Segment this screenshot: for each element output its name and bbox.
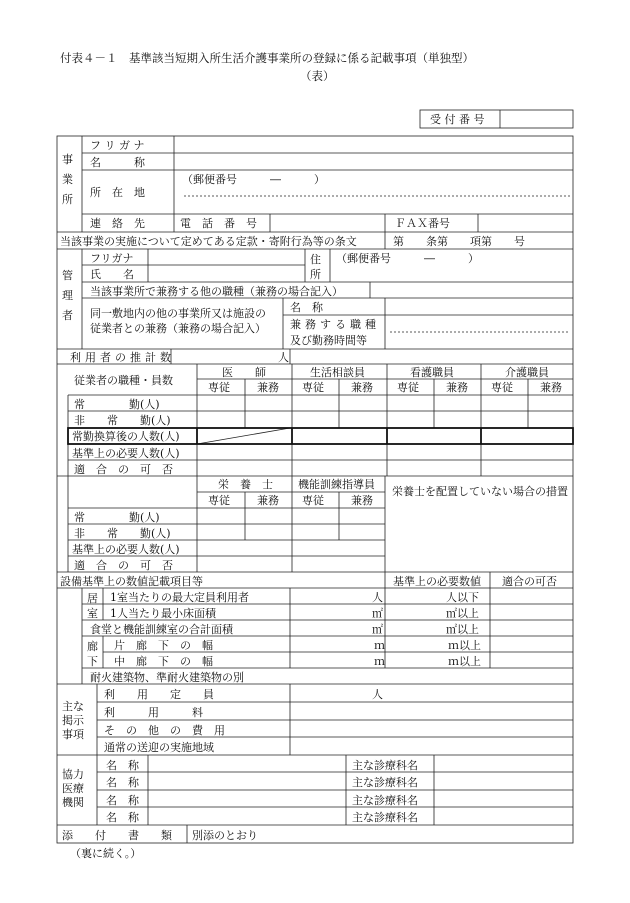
main-items-section-label: 主な掲示事項 <box>62 700 84 741</box>
caregiver-parttime: 兼務 <box>540 381 562 394</box>
staff2-col-trainer: 機能訓練指導員 <box>298 478 375 491</box>
receipt-label: 受 付 番 号 <box>430 113 485 126</box>
medical-dept-4: 主な診療科名 <box>352 811 418 824</box>
facility-conform-header: 適合の可否 <box>502 575 557 588</box>
medical-name-3: 名 称 <box>106 794 139 807</box>
staff2-row-conform: 適 合 の 可 否 <box>74 559 173 572</box>
facility-room-label: 居室 <box>87 592 98 620</box>
staff2-row-parttime: 非 常 勤(人) <box>74 527 171 540</box>
dining-area: 食堂と機能訓練室の合計面積 <box>90 623 233 636</box>
medical-section-label: 協力医療機関 <box>62 768 84 809</box>
facility-required-header: 基準上の必要数値 <box>393 575 481 588</box>
staff-col-caregiver: 介護職員 <box>505 366 549 379</box>
nurse-parttime: 兼務 <box>446 381 468 394</box>
office-furigana-label: フ リ ガ ナ <box>90 139 145 152</box>
staff-row-fulltime: 常 勤(人) <box>74 398 160 411</box>
staff-col-doctor: 医 師 <box>222 366 266 379</box>
staff-row-conform: 適 合 の 可 否 <box>74 463 173 476</box>
room-area-unit: ㎡ <box>372 607 383 620</box>
medical-dept-2: 主な診療科名 <box>352 776 418 789</box>
dining-unit: ㎡ <box>372 623 383 636</box>
medical-dept-3: 主な診療科名 <box>352 794 418 807</box>
hall-single-width: 片 廊 下 の 幅 <box>114 639 213 652</box>
office-address-label: 所 在 地 <box>90 186 145 199</box>
facility-hall-label: 廊下 <box>87 640 98 668</box>
fireproof-label: 耐火建築物、準耐火建築物の別 <box>90 671 244 684</box>
medical-name-4: 名 称 <box>106 811 139 824</box>
manager-job-label-1: 兼務する職種 <box>290 318 380 331</box>
continued-note: （裏に続く。） <box>70 847 142 860</box>
trainer-parttime: 兼務 <box>351 494 373 507</box>
office-section-label: 事業所 <box>62 153 73 206</box>
room-capacity-required: 人以下 <box>446 591 479 604</box>
staff2-row-required: 基準上の必要人数(人) <box>72 543 180 556</box>
manager-section-label: 管理者 <box>62 269 73 322</box>
hall-single-unit: ｍ <box>374 639 385 652</box>
staff-row-fte: 常勤換算後の人数(人) <box>72 430 180 443</box>
medical-name-1: 名 称 <box>106 759 139 772</box>
office-fax-label: ＦＡＸ番号 <box>395 217 450 230</box>
doctor-parttime: 兼務 <box>257 381 279 394</box>
main-item-capacity: 利 用 定 員 <box>104 688 214 701</box>
nutritionist-parttime: 兼務 <box>257 494 279 507</box>
staff-row-parttime: 非 常 勤(人) <box>74 414 171 427</box>
room-max-capacity: 1室当たりの最大定員利用者 <box>110 591 249 604</box>
manager-other-facility-label-1: 同一敷地内の他の事業所又は施設の <box>90 307 266 320</box>
office-postal-code: （郵便番号 ― ） <box>182 173 325 186</box>
users-count-unit: 人 <box>278 351 289 364</box>
staff2-row-fulltime: 常 勤(人) <box>74 511 160 524</box>
office-name-label: 名 称 <box>90 156 145 169</box>
manager-postal-code: （郵便番号 ― ） <box>336 252 479 265</box>
dining-required: ㎡以上 <box>446 623 479 636</box>
medical-dept-1: 主な診療科名 <box>352 759 418 772</box>
articles-label: 当該事業の実施について定めてある定款・寄附行為等の条文 <box>60 235 357 248</box>
main-item-transport-area: 通常の送迎の実施地域 <box>104 741 214 754</box>
main-capacity-unit: 人 <box>372 688 383 701</box>
staff-col-nurse: 看護職員 <box>410 366 454 379</box>
hall-single-required: ｍ以上 <box>448 639 481 652</box>
room-area-required: ㎡以上 <box>446 607 479 620</box>
manager-furigana-label: フリガナ <box>90 252 134 265</box>
staff-col-counselor: 生活相談員 <box>310 366 365 379</box>
hall-center-unit: ｍ <box>374 655 385 668</box>
trainer-fulltime: 専従 <box>302 494 324 507</box>
staff-table-header: 従業者の職種・員数 <box>74 374 173 387</box>
counselor-fulltime: 専従 <box>302 381 324 394</box>
document-title: 付表４－１ 基準該当短期入所生活介護事業所の登録に係る記載事項（単独型） <box>60 51 474 65</box>
manager-name-label: 氏 名 <box>90 268 134 281</box>
nurse-fulltime: 専従 <box>397 381 419 394</box>
nutritionist-note: 栄養士を配置していない場合の措置 <box>392 485 568 498</box>
manager-facility-name-label: 名 称 <box>290 301 323 314</box>
room-min-area: 1人当たり最小床面積 <box>110 607 216 620</box>
attachments-value: 別添のとおり <box>192 829 258 842</box>
staff2-col-nutritionist: 栄 養 士 <box>218 478 273 491</box>
hall-center-width: 中 廊 下 の 幅 <box>114 655 213 668</box>
room-capacity-unit: 人 <box>372 591 383 604</box>
manager-job-label-2: 及び勤務時間等 <box>290 334 367 347</box>
caregiver-fulltime: 専従 <box>491 381 513 394</box>
document-subtitle: （表） <box>300 69 335 83</box>
nutritionist-fulltime: 専従 <box>208 494 230 507</box>
facility-header: 設備基準上の数値記載項目等 <box>60 575 203 588</box>
main-item-other-cost: そ の 他 の 費 用 <box>104 724 225 737</box>
medical-name-2: 名 称 <box>106 776 139 789</box>
main-item-fee: 利 用 料 <box>104 706 203 719</box>
manager-other-facility-label-2: 従業者との兼務（兼務の場合記入） <box>90 322 266 335</box>
office-tel-label: 電 話 番 号 <box>180 217 257 230</box>
articles-value: 第 条第 項第 号 <box>393 235 525 248</box>
manager-address-label: 住所 <box>310 253 321 281</box>
counselor-parttime: 兼務 <box>351 381 373 394</box>
office-contact-label: 連 絡 先 <box>90 217 145 230</box>
manager-other-job-label: 当該事業所で兼務する他の職種（兼務の場合記入） <box>90 285 343 298</box>
doctor-fulltime: 専従 <box>208 381 230 394</box>
staff-row-required: 基準上の必要人数(人) <box>72 447 180 460</box>
attachments-label: 添 付 書 類 <box>62 829 172 842</box>
hall-center-required: ｍ以上 <box>448 655 481 668</box>
users-count-label: 利用者の推計数 <box>70 351 175 364</box>
